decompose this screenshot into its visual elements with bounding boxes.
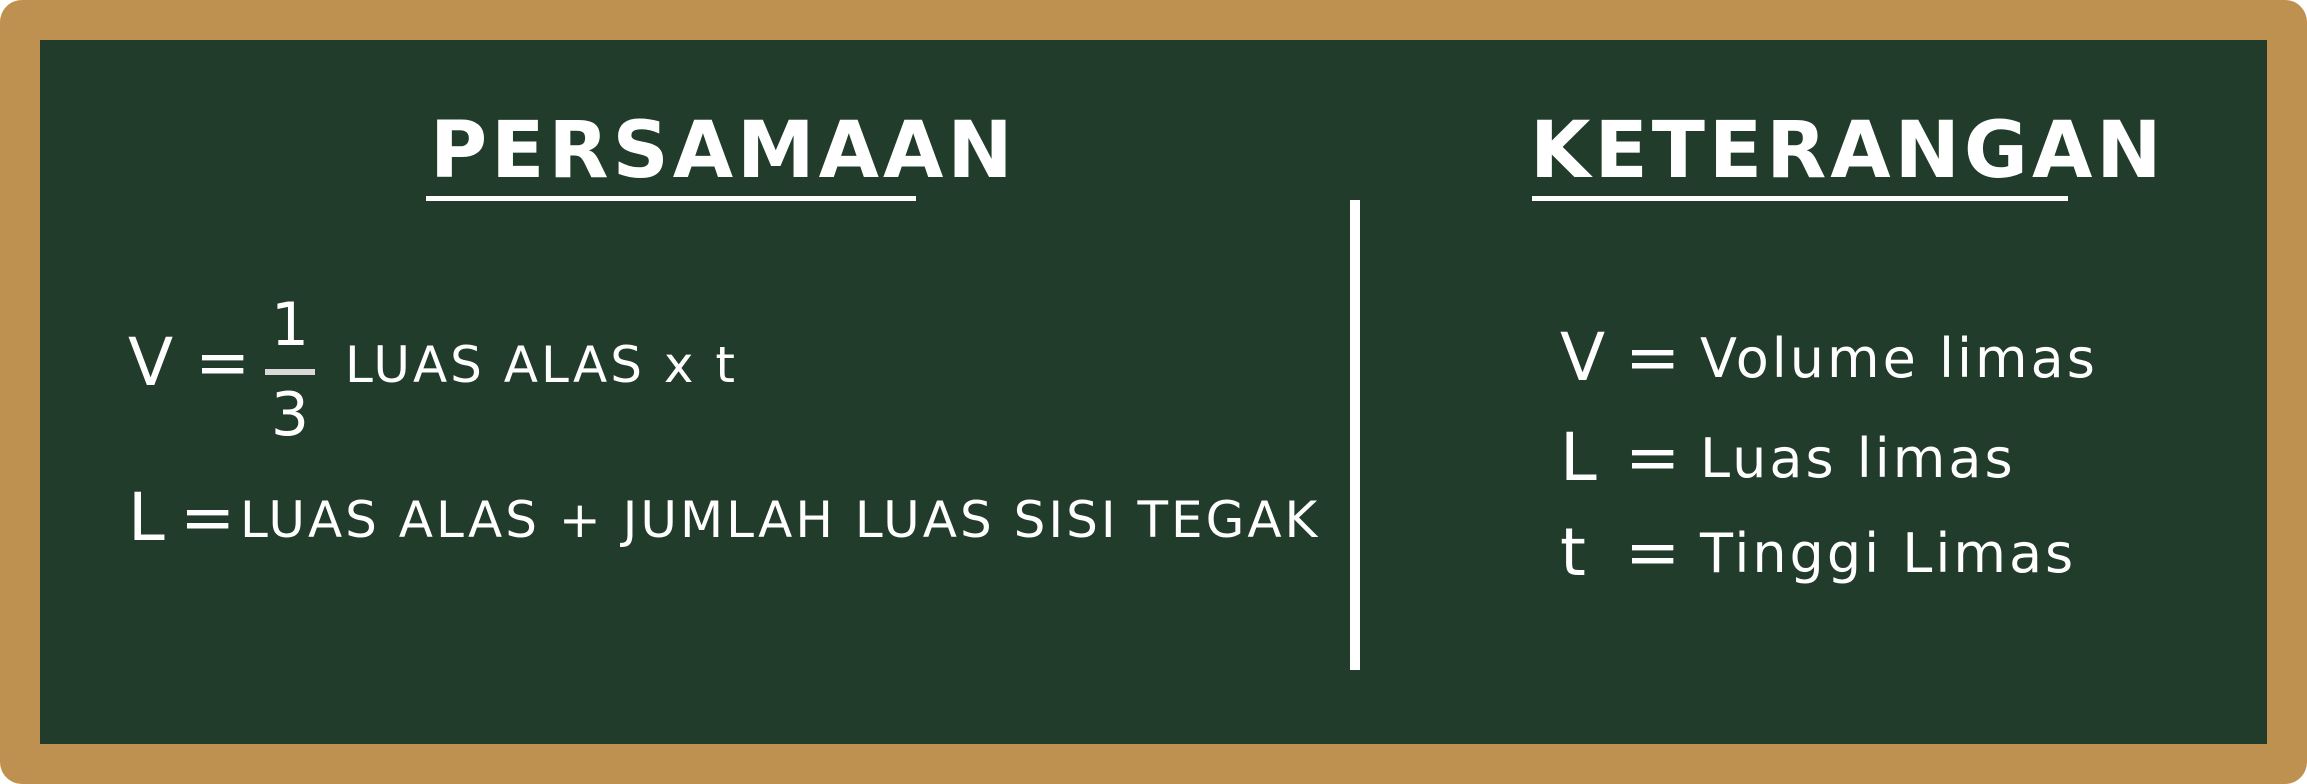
area-equals: = (180, 479, 236, 556)
fraction-bar (265, 369, 315, 375)
fraction-numerator: 1 (270, 290, 310, 360)
volume-equals: = (195, 324, 251, 401)
legend-symbol-t: t (1560, 514, 1586, 591)
persamaan-heading: PERSAMAAN (430, 106, 1017, 196)
keterangan-underline (1532, 196, 2068, 201)
persamaan-underline (426, 196, 916, 201)
one-third-fraction (265, 290, 315, 450)
area-rhs: LUAS ALAS + JUMLAH LUAS SISI TEGAK (240, 491, 1321, 549)
legend-symbol-l: L (1560, 419, 1597, 496)
legend-text-volume: Volume limas (1700, 327, 2098, 390)
volume-rhs: LUAS ALAS x t (345, 336, 738, 394)
legend-text-tinggi: Tinggi Limas (1700, 522, 2077, 585)
keterangan-heading: KETERANGAN (1530, 106, 2166, 196)
legend-equals-v: = (1625, 319, 1681, 396)
legend-equals-l: = (1625, 419, 1681, 496)
area-symbol: L (128, 479, 165, 556)
vertical-divider (1350, 200, 1360, 670)
volume-symbol: V (128, 324, 174, 401)
legend-text-luas: Luas limas (1700, 427, 2016, 490)
legend-equals-t: = (1625, 514, 1681, 591)
chalkboard (40, 40, 2267, 744)
legend-symbol-v: V (1560, 319, 1606, 396)
fraction-denominator: 3 (270, 380, 310, 450)
